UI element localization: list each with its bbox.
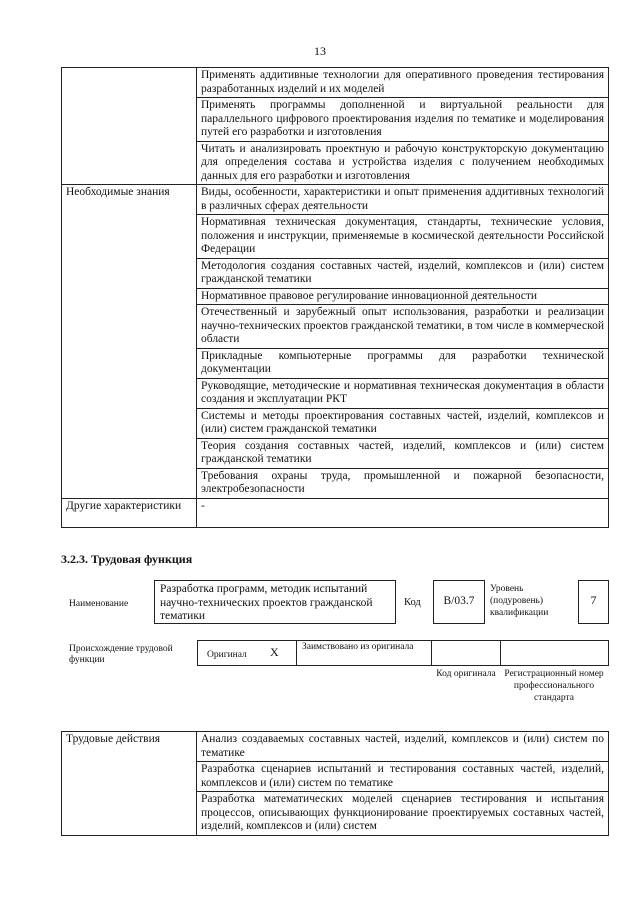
row-text: Нормативное правовое регулирование инновационной деятельности bbox=[197, 288, 609, 305]
table-row bbox=[62, 732, 609, 762]
original-mark: X bbox=[270, 645, 279, 659]
page-number: 13 bbox=[314, 44, 326, 58]
level-value: 7 bbox=[590, 593, 597, 607]
row-label bbox=[62, 68, 197, 185]
row-label: Другие характеристики bbox=[62, 498, 197, 527]
row-text: Прикладные компьютерные программы для разработки технической документации bbox=[197, 348, 609, 378]
row-text: Виды, особенности, характеристики и опыт применения аддитивных технологий в различных сферах деятельности bbox=[197, 185, 609, 215]
reg-caption: Регистрационный номер профессионального стандарта bbox=[504, 669, 604, 703]
table-row bbox=[62, 185, 609, 215]
original-label: Оригинал bbox=[207, 650, 247, 660]
row-text: Системы и методы проектирования составных частей, изделий, комплексов и (или) систем гражданской тематики bbox=[197, 408, 609, 438]
name-value: Разработка программ, методик испытаний научно-технических проектов гражданской тематики bbox=[160, 583, 373, 622]
skills-knowledge-table bbox=[61, 67, 609, 528]
code-caption: Код оригинала bbox=[436, 669, 496, 679]
row-text: Читать и анализировать проектную и рабочую конструкторскую документацию для определения состава и устройства изделия с получением необходимых данных для его разработки и изготовления bbox=[197, 141, 609, 185]
table-row bbox=[62, 68, 609, 98]
table-row bbox=[62, 498, 609, 527]
row-text: Методология создания составных частей, изделий, комплексов и (или) систем гражданской тематики bbox=[197, 258, 609, 288]
row-label: Необходимые знания bbox=[62, 185, 197, 499]
row-text: Требования охраны труда, промышленной и пожарной безопасности, электробезопасности bbox=[197, 468, 609, 498]
row-text: Разработка математических моделей сценариев тестирования и испытания процессов, описывающих функционирование проектируемых составных частей, изделий, комплексов и (или) систем bbox=[197, 792, 609, 836]
borrowed-label: Заимствовано из оригинала bbox=[302, 642, 414, 652]
row-text: Анализ создаваемых составных частей, изделий, комплексов и (или) систем по тематике bbox=[197, 732, 609, 762]
code-label: Код bbox=[404, 597, 421, 608]
row-text: Разработка сценариев испытаний и тестирования составных частей, изделий, комплексов и (или) систем по тематике bbox=[197, 762, 609, 792]
labor-actions-table bbox=[61, 731, 609, 836]
row-text: Нормативная техническая документация, стандарты, технические условия, положения и инструкции, применяемые в космической деятельности Российской Федерации bbox=[197, 215, 609, 259]
row-text: Руководящие, методические и нормативная техническая документация в области создания и эксплуатации РКТ bbox=[197, 378, 609, 408]
origin-code-cell bbox=[431, 640, 501, 666]
row-text: Теория создания составных частей, изделий, комплексов и (или) систем гражданской тематики bbox=[197, 438, 609, 468]
name-label: Наименование bbox=[69, 599, 129, 609]
level-label: Уровень (подуровень) квалификации bbox=[490, 584, 549, 618]
row-text: - bbox=[197, 498, 609, 527]
row-text: Применять аддитивные технологии для оперативного проведения тестирования разработанных изделий и их моделей bbox=[197, 68, 609, 98]
row-text: Применять программы дополненной и виртуальной реальности для параллельного цифрового проектирования изделия по тематике и моделирования путей его разработки и изготовления bbox=[197, 98, 609, 142]
origin-label: Происхождение трудовой функции bbox=[69, 644, 173, 665]
code-value: B/03.7 bbox=[443, 595, 475, 607]
row-label: Трудовые действия bbox=[62, 732, 197, 836]
section-title: 3.2.3. Трудовая функция bbox=[61, 552, 193, 566]
row-text: Отечественный и зарубежный опыт использования, разработки и реализации научно-технических проектов гражданской тематики, в том числе в коммерческой области bbox=[197, 305, 609, 349]
